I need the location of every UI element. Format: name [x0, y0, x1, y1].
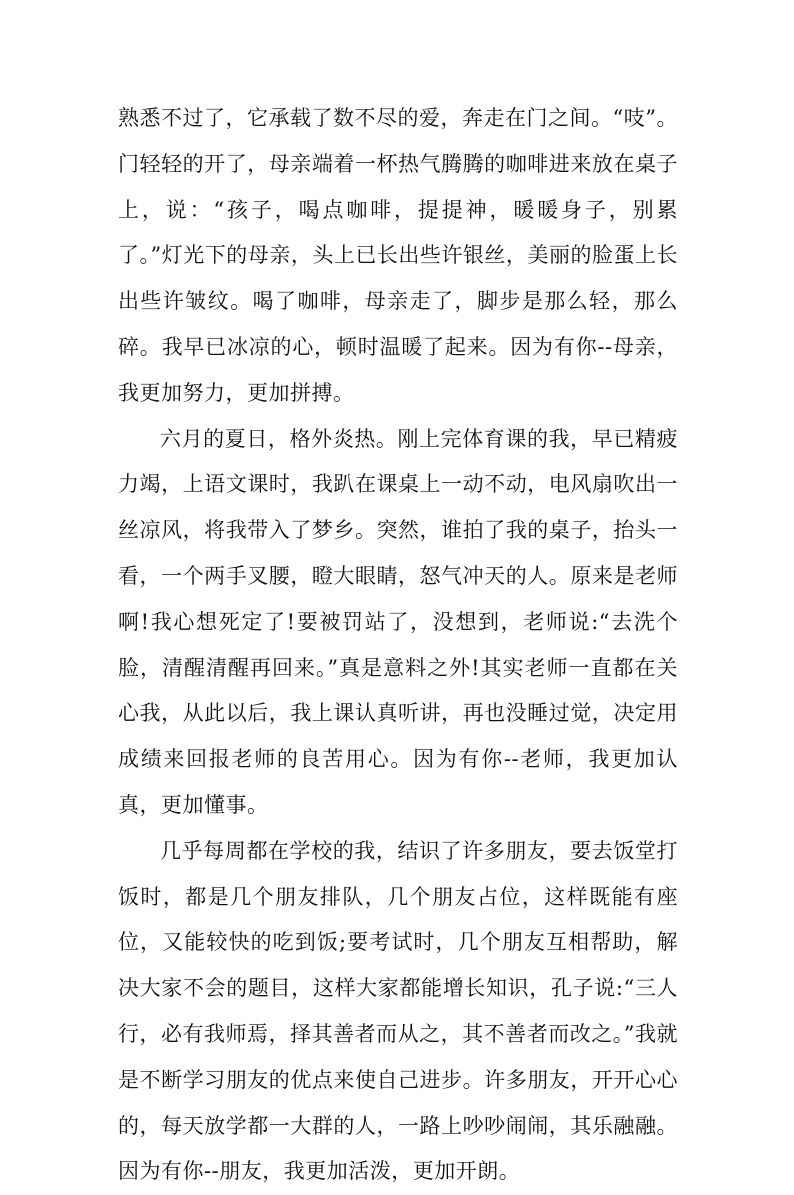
paragraph-friends: 几乎每周都在学校的我，结识了许多朋友，要去饭堂打饭时，都是几个朋友排队，几个朋友占位，这样既能有座位，又能较快的吃到饭;要考试时，几个朋友互相帮助，解决大家不会的题目，这样大家都能增长知识，孔子说:“三人行，必有我师焉，择其善者而从之，其不善者而改之。”我就是不断学习朋友的优点来使自己进步。许多朋友，开开心心的，每天放学都一大群的人，一路上吵吵闹闹，其乐融融。因为有你--朋友，我更加活泼，更加开朗。 [118, 838, 678, 1184]
paragraph-teacher: 六月的夏日，格外炎热。刚上完体育课的我，早已精疲力竭，上语文课时，我趴在课桌上一动不动，电风扇吹出一丝凉风，将我带入了梦乡。突然，谁拍了我的桌子，抬头一看，一个两手叉腰，瞪大眼睛，怒气冲天的人。原来是老师啊!我心想死定了!要被罚站了，没想到，老师说:“去洗个脸，清醒清醒再回来。”真是意料之外!其实老师一直都在关心我，从此以后，我上课认真听讲，再也没睡过觉，决定用成绩来回报老师的良苦用心。因为有你--老师，我更加认真，更加懂事。 [118, 426, 678, 817]
paragraph-mother: 熟悉不过了，它承载了数不尽的爱，奔走在门之间。“吱”。门轻轻的开了，母亲端着一杯热气腾腾的咖啡进来放在桌子上，说：“孩子，喝点咖啡，提提神，暖暖身子，别累了。”灯光下的母亲，头上已长出些许银丝，美丽的脸蛋上长出些许皱纹。喝了咖啡，母亲走了，脚步是那么轻，那么碎。我早已冰凉的心，顿时温暖了起来。因为有你--母亲，我更加努力，更加拼搏。 [118, 106, 678, 405]
document-body [118, 96, 678, 1195]
